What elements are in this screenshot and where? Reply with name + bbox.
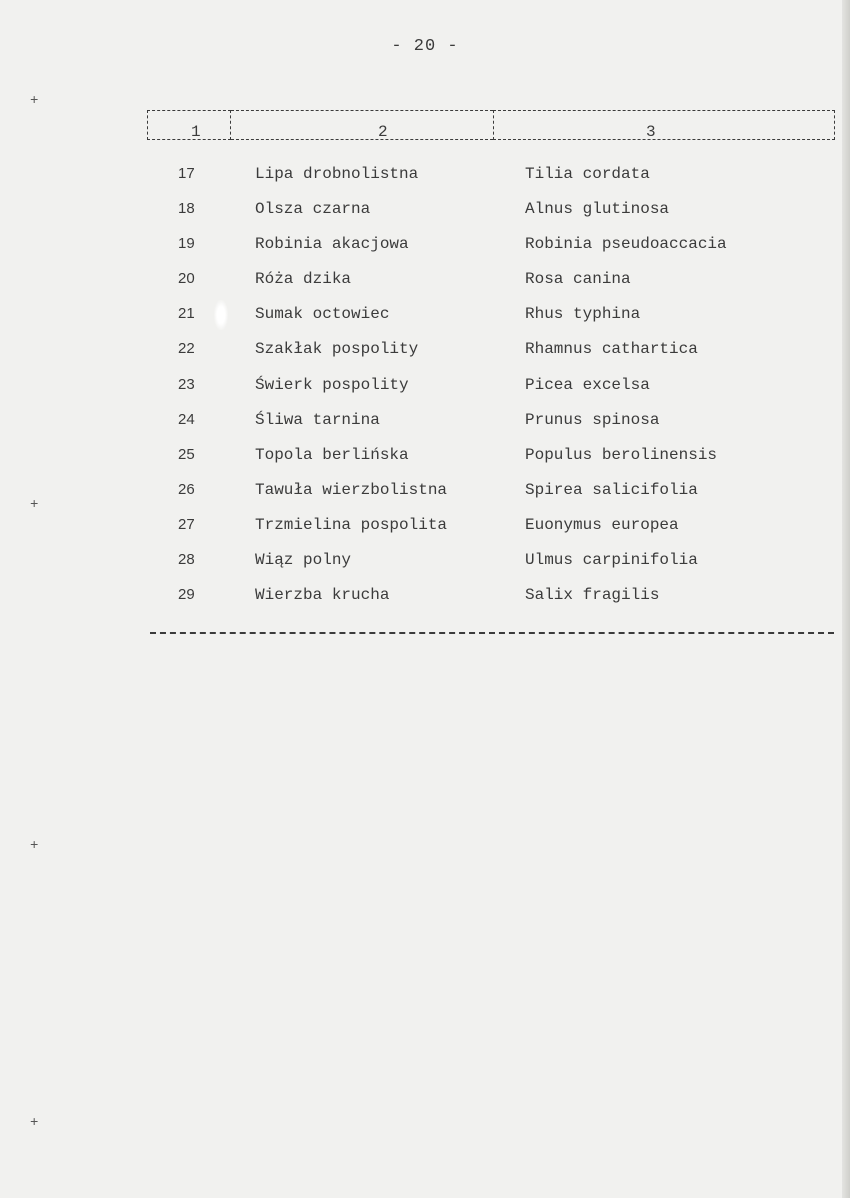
table-row (0, 405, 850, 440)
row-number: 29 (178, 586, 195, 604)
row-number: 18 (178, 200, 195, 218)
polish-name: Topola berlińska (255, 445, 409, 464)
latin-name: Rhamnus cathartica (525, 340, 698, 359)
polish-name: Tawuła wierzbolistna (255, 480, 448, 499)
row-number: 25 (178, 445, 195, 463)
row-number: 22 (178, 340, 195, 358)
polish-name: Świerk pospolity (255, 375, 409, 394)
latin-name: Rhus typhina (525, 305, 641, 324)
polish-name: Robinia akacjowa (255, 235, 409, 254)
page-number: - 20 - (391, 37, 459, 56)
latin-name: Salix fragilis (525, 586, 660, 605)
latin-name: Prunus spinosa (525, 410, 660, 429)
latin-name: Euonymus europea (525, 515, 679, 534)
polish-name: Trzmielina pospolita (255, 515, 448, 534)
row-number: 21 (178, 305, 195, 323)
polish-name: Wiąz polny (255, 551, 352, 570)
table-row (0, 510, 850, 545)
row-number: 17 (178, 165, 195, 182)
latin-name: Tilia cordata (525, 165, 650, 183)
row-number: 23 (178, 375, 195, 393)
header-box-col3 (493, 110, 835, 140)
header-label-col2: 2 (378, 123, 388, 141)
binding-hole-mark: + (30, 497, 39, 513)
latin-name: Populus berolinensis (525, 445, 718, 464)
row-number: 27 (178, 515, 195, 533)
header-label-col3: 3 (646, 123, 656, 141)
table-row (0, 580, 850, 615)
polish-name: Szakłak pospolity (255, 340, 419, 359)
correction-blot (214, 300, 228, 330)
latin-name: Ulmus carpinifolia (525, 551, 698, 570)
latin-name: Picea excelsa (525, 375, 650, 394)
latin-name: Spirea salicifolia (525, 480, 698, 499)
latin-name: Rosa canina (525, 270, 631, 289)
table-row (0, 264, 850, 299)
header-box-col2 (231, 110, 493, 140)
latin-name: Alnus glutinosa (525, 200, 670, 219)
table-row (0, 440, 850, 475)
polish-name: Róża dzika (255, 270, 352, 289)
table-row (0, 370, 850, 405)
polish-name: Śliwa tarnina (255, 410, 380, 429)
polish-name: Sumak octowiec (255, 305, 390, 324)
species-table (0, 159, 850, 615)
header-label-col1: 1 (191, 123, 201, 141)
row-number: 26 (178, 480, 195, 498)
table-row (0, 299, 850, 334)
binding-hole-mark: + (30, 1115, 39, 1131)
polish-name: Olsza czarna (255, 200, 371, 219)
row-number: 24 (178, 410, 195, 428)
row-number: 20 (178, 270, 195, 288)
table-row (0, 545, 850, 580)
binding-hole-mark: + (30, 93, 39, 109)
table-header (147, 110, 835, 142)
table-row (0, 194, 850, 229)
latin-name: Robinia pseudoaccacia (525, 235, 727, 254)
header-box-col1 (147, 110, 231, 140)
table-bottom-rule (150, 632, 834, 634)
table-row (0, 475, 850, 510)
polish-name: Lipa drobnolistna (255, 165, 419, 183)
table-row (0, 334, 850, 369)
polish-name: Wierzba krucha (255, 586, 390, 605)
row-number: 19 (178, 235, 195, 253)
table-row (0, 229, 850, 264)
row-number: 28 (178, 551, 195, 569)
table-row (0, 159, 850, 194)
binding-hole-mark: + (30, 838, 39, 854)
